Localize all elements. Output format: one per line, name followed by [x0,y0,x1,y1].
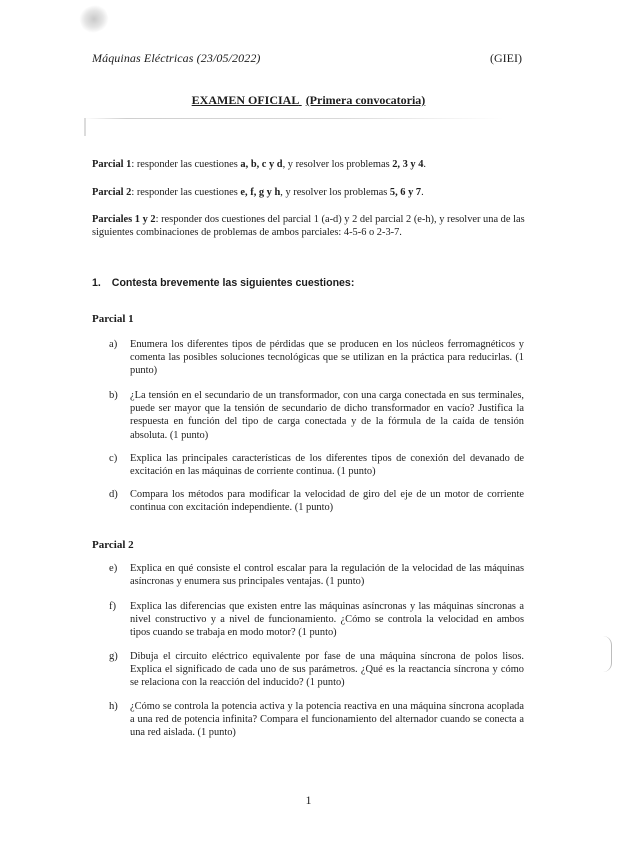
question-label: a) [109,339,118,350]
question-label: g) [109,651,118,662]
section-number: 1. [92,277,101,289]
course-header: Máquinas Eléctricas (23/05/2022) [92,51,261,65]
section-heading [92,277,354,289]
exam-title-main: EXAMEN OFICIAL [191,93,299,107]
question-text: Dibuja el circuito eléctrico equivalente por fase de una máquina síncrona de polos lisos. Explica el significado de cada uno de sus parámetros. ¿Qué es la reactancia síncrona y cómo se relaciona con la reacción del inducido? (1 punto) [130,651,524,689]
exam-title [0,93,617,108]
question-text: Explica en qué consiste el control escalar para la regulación de la velocidad de las máquinas asíncronas y enumera sus principales ventajas. (1 punto) [130,563,524,588]
parcial-1-heading: Parcial 1 [92,313,134,325]
question-text: Explica las principales características de los diferentes tipos de conexión del devanado de excitación en las máquinas de corriente continua. (1 punto) [130,453,524,478]
margin-pen-stroke [603,636,612,672]
question-label: c) [109,453,118,464]
instruction-parciales-1-2: Parciales 1 y 2: responder dos cuestiones del parcial 1 (a-d) y 2 del parcial 2 (e-h), y resolver una de las siguientes combinaciones de problemas de ambos parciales: 4-5-6 o 2-3-7. [92,214,525,239]
scan-smudge [76,2,111,36]
parcial-2-heading: Parcial 2 [92,539,134,551]
instruction-parcial-2: Parcial 2: responder las cuestiones e, f, g y h, y resolver los problemas 5, 6 y 7. [92,187,424,198]
question-text: Enumera los diferentes tipos de pérdidas que se producen en los núcleos ferromagnéticos y comenta las posibles soluciones tecnológicas que se utilizan en la práctica para reducirlas. (1 punto) [130,339,524,377]
question-text: ¿Cómo se controla la potencia activa y la potencia reactiva en una máquina síncrona acoplada a una red de potencia infinita? Compara el funcionamiento del alternador cuando se conecta a una red aislada. (1 punto) [130,701,524,739]
question-text: Compara los métodos para modificar la velocidad de giro del eje de un motor de corriente continua con excitación independiente. (1 punto) [130,489,524,514]
question-label: f) [109,601,117,612]
question-label: h) [109,701,118,712]
scan-artifact-tick [84,118,86,136]
scan-artifact-line [84,118,504,119]
instruction-parcial-1: Parcial 1: responder las cuestiones a, b, c y d, y resolver los problemas 2, 3 y 4. [92,159,427,170]
exam-title-sub: (Primera convocatoria) [305,93,426,107]
question-text: ¿La tensión en el secundario de un transformador, con una carga conectada en sus terminales, puede ser mayor que la tensión de secundario de dicho transformador en vacío? Justifica la respuesta en función del tipo de carga conectada y de la fórmula de la caída de tensión absoluta. (1 punto) [130,390,524,441]
page-number: 1 [305,793,312,807]
question-label: b) [109,390,118,401]
question-text: Explica las diferencias que existen entre las máquinas asíncronas y las máquinas síncronas a nivel constructivo y a nivel de funcionamiento. ¿Cómo se controla la velocidad en ambos tipos cuando se trabaja en modo motor? (1 punto) [130,601,524,639]
section-title: Contesta brevemente las siguientes cuestiones: [111,277,355,289]
question-label: d) [109,489,118,500]
degree-header: (GIEI) [490,51,522,65]
question-label: e) [109,563,118,574]
